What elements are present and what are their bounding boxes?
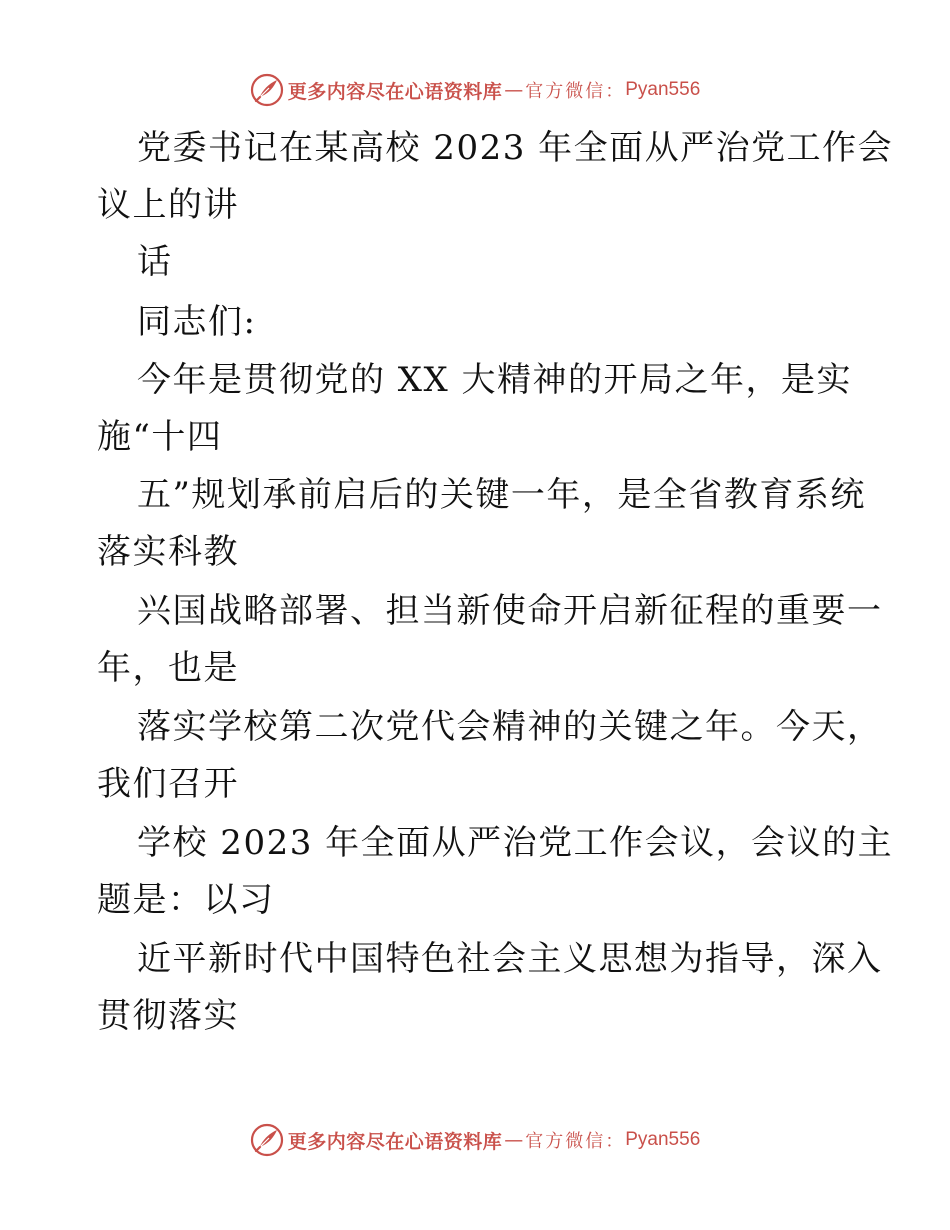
text-line: 年，也是 <box>97 648 239 688</box>
text-line: 落实学校第二次党代会精神的关键之年。今天， <box>137 707 883 747</box>
watermark-site-text: 更多内容尽在心语资料库 <box>287 80 503 103</box>
quill-logo-icon <box>250 1123 284 1157</box>
watermark-account: Pyan556 <box>625 1129 701 1150</box>
watermark-banner-top <box>0 70 950 110</box>
watermark-separator: — <box>504 1129 524 1151</box>
text-line: 题是：以习 <box>97 880 275 920</box>
watermark-site-text: 更多内容尽在心语资料库 <box>287 1130 503 1153</box>
text-line: 今年是贯彻党的 XX 大精神的开局之年，是实 <box>137 360 853 400</box>
watermark-label: 官方微信： <box>525 81 626 102</box>
text-line: 五”规划承前启后的关键一年，是全省教育系统 <box>137 475 866 515</box>
watermark-banner-bottom <box>0 1120 950 1160</box>
watermark-separator: — <box>504 79 524 101</box>
text-line: 话 <box>137 242 173 282</box>
watermark-account: Pyan556 <box>625 79 701 100</box>
text-line: 议上的讲 <box>97 185 239 225</box>
text-line: 施“十四 <box>97 417 223 457</box>
text-line: 贯彻落实 <box>97 996 239 1036</box>
watermark-content <box>250 1123 701 1157</box>
watermark-label: 官方微信： <box>525 1131 626 1152</box>
watermark-content <box>250 73 701 107</box>
text-line: 我们召开 <box>97 764 239 804</box>
quill-logo-icon <box>250 73 284 107</box>
text-line: 学校 2023 年全面从严治党工作会议，会议的主 <box>137 823 894 863</box>
text-line: 近平新时代中国特色社会主义思想为指导，深入 <box>137 939 883 979</box>
text-line: 兴国战略部署、担当新使命开启新征程的重要一 <box>137 591 883 631</box>
text-line: 党委书记在某高校 2023 年全面从严治党工作会 <box>137 128 894 168</box>
text-line: 同志们: <box>137 302 257 342</box>
text-line: 落实科教 <box>97 532 239 572</box>
